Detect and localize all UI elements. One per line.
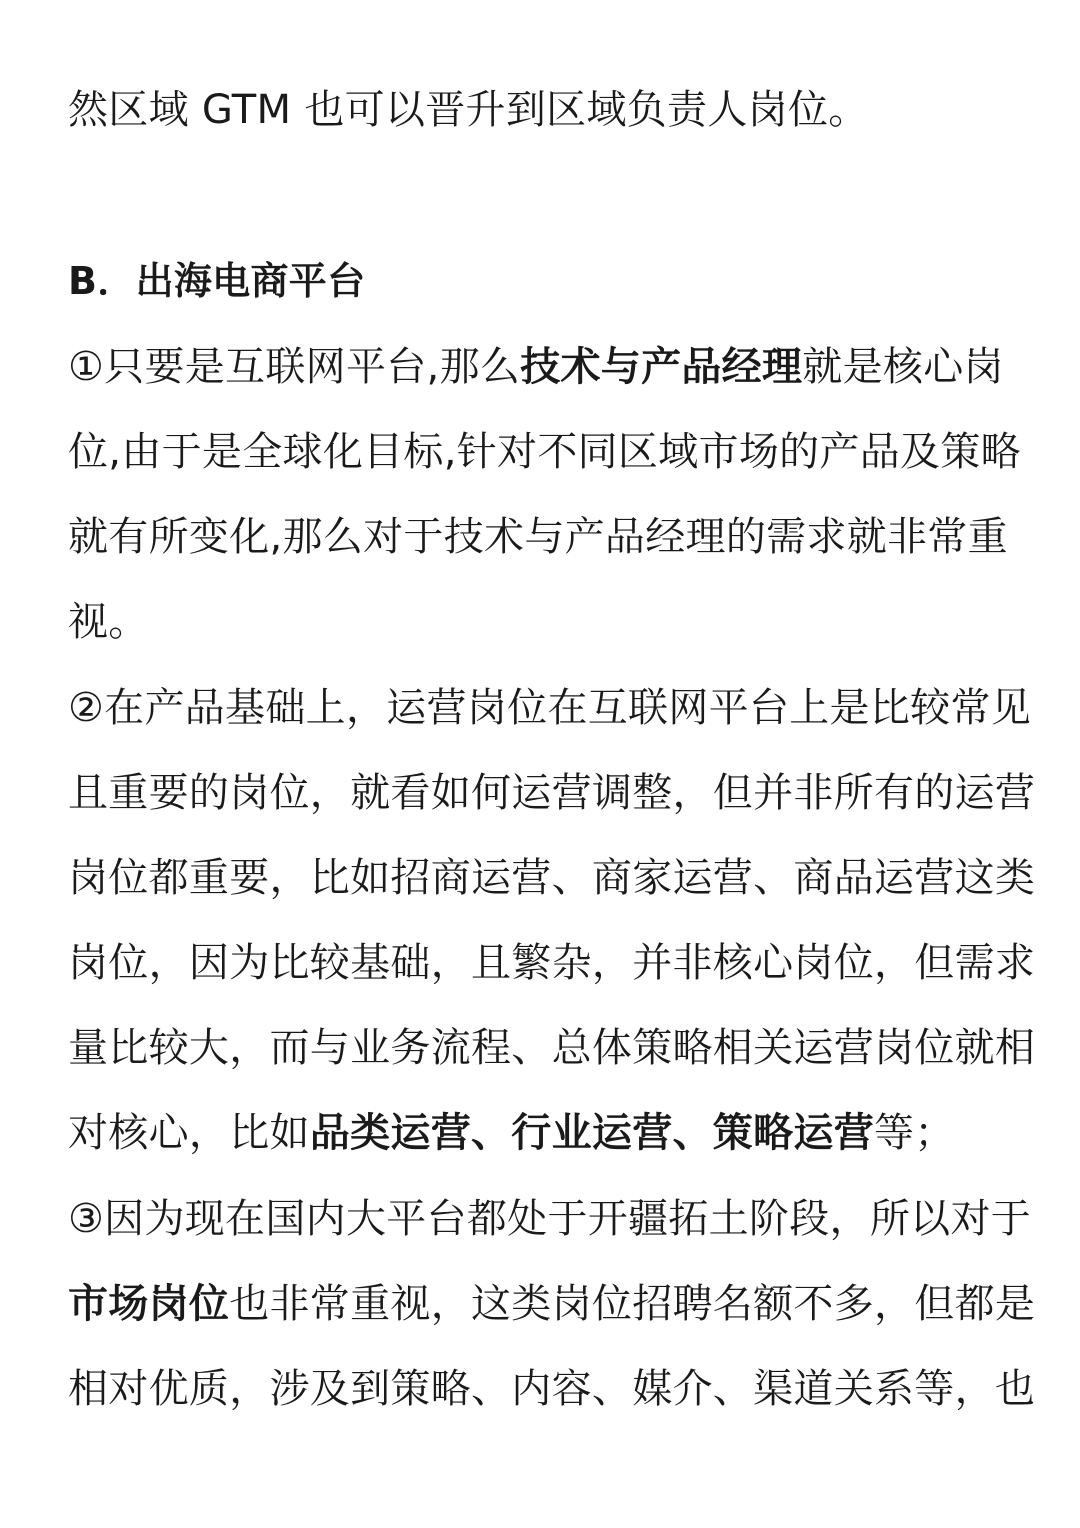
text-segment: 等； [874,1110,955,1156]
paragraph-2-line-3: 岗位都重要，比如招商运营、商家运营、商品运营这类 [68,855,1036,901]
paragraph-1-line-4: 视。 [68,599,149,645]
section-heading: B．出海电商平台 [68,259,366,303]
paragraph-2-line-2: 且重要的岗位，就看如何运营调整，但并非所有的运营 [68,770,1036,816]
text-segment: 也非常重视，这类岗位招聘名额不多，但都是 [229,1281,1036,1327]
bold-keyword: 市场岗位 [68,1281,230,1327]
paragraph-2-line-5: 量比较大，而与业务流程、总体策略相关运营岗位就相 [68,1025,1036,1071]
paragraph-1-line-3: 就有所变化,那么对于技术与产品经理的需求就非常重 [68,514,1008,560]
paragraph-2-line-6 [68,1108,1018,1158]
text-segment: ①只要是互联网平台,那么 [68,344,521,390]
paragraph-1-line-2: 位,由于是全球化目标,针对不同区域市场的产品及策略 [68,429,1021,475]
paragraph-3-line-1: ③因为现在国内大平台都处于开疆拓土阶段，所以对于 [68,1196,1032,1242]
text-segment: 就是核心岗 [802,344,1004,390]
paragraph-1-line-1 [68,342,1018,392]
intro-line-1: 然区域 GTM 也可以晋升到区域负责人岗位。 [68,87,869,133]
paragraph-3-line-3: 相对优质，涉及到策略、内容、媒介、渠道关系等，也 [68,1366,1036,1412]
text-segment: 对核心，比如 [68,1110,310,1156]
bold-keyword: 品类运营、行业运营、策略运营 [309,1110,875,1156]
paragraph-3-line-2 [68,1279,1036,1329]
paragraph-2-line-4: 岗位，因为比较基础，且繁杂，并非核心岗位，但需求 [68,940,1036,986]
paragraph-2-line-1: ②在产品基础上，运营岗位在互联网平台上是比较常见 [68,685,1032,731]
bold-keyword: 技术与产品经理 [520,344,803,390]
